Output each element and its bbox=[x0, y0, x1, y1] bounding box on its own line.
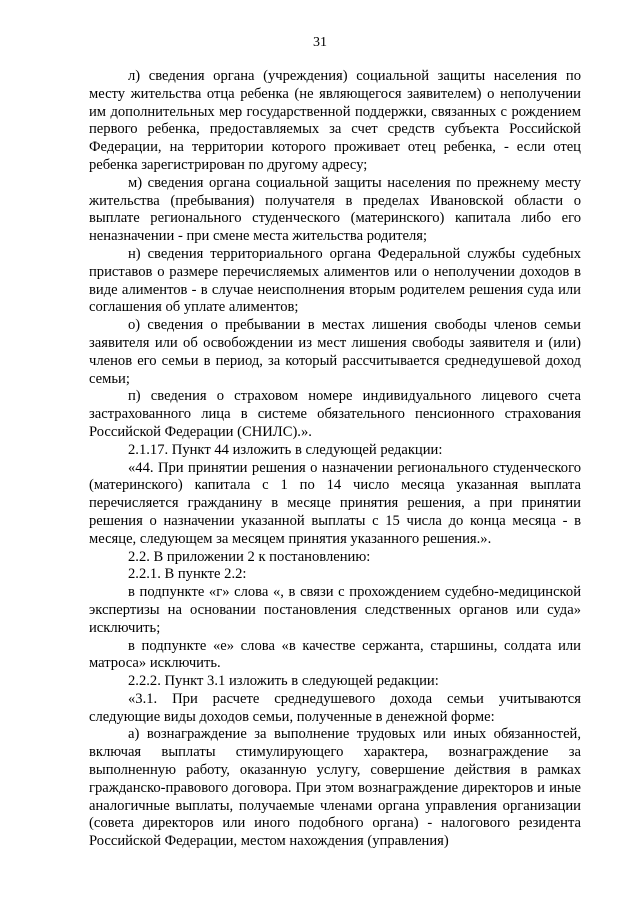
paragraph-subitem-e: в подпункте «е» слова «в качестве сержанта, старшины, солдата или матроса» исключить. bbox=[89, 637, 581, 672]
paragraph-3-1: «3.1. При расчете среднедушевого дохода семьи учитываются следующие виды доходов семьи, полученные в денежной форме: bbox=[89, 690, 581, 725]
paragraph-a: а) вознаграждение за выполнение трудовых или иных обязанностей, включая выплаты стимулирующего характера, вознаграждение за выполненную работу, оказанную услугу, совершение действия в рамках гражданско-правового договора. При этом вознаграждение директоров и иные аналогичные выплаты, получаемые членами органа управления организации (совета директоров или иного подобного органа) - налогового резидента Российской Федерации, местом нахождения (управления) bbox=[89, 726, 581, 850]
paragraph-2-2-1: 2.2.1. В пункте 2.2: bbox=[128, 566, 247, 583]
document-body bbox=[89, 68, 581, 851]
paragraph-p: п) сведения о страховом номере индивидуального лицевого счета застрахованного лица в системе обязательного пенсионного страхования Российской Федерации (СНИЛС).». bbox=[89, 388, 581, 440]
paragraph-2-2: 2.2. В приложении 2 к постановлению: bbox=[128, 548, 371, 565]
paragraph-44: «44. При принятии решения о назначении регионального студенческого (материнского) капитала с 1 по 14 число месяца указанная выплата перечисляется гражданину в месяце принятия решения, а при принятии решения о назначении указанной выплаты с 15 числа до конца месяца - в месяце, следующем за месяцем принятия указанного решения.». bbox=[89, 459, 581, 547]
page-number: 31 bbox=[313, 35, 327, 50]
paragraph-2-1-17: 2.1.17. Пункт 44 изложить в следующей редакции: bbox=[128, 441, 443, 458]
paragraph-l: л) сведения органа (учреждения) социальной защиты населения по месту жительства отца ребенка (не являющегося заявителем) о неполучении им дополнительных мер государственной поддержки, связанных с рождением первого ребенка, предоставляемых за счет средств субъекта Российской Федерации, на территории которого проживает отец ребенка, - если отец ребенка зарегистрирован по другому адресу; bbox=[89, 68, 581, 173]
paragraph-subitem-g: в подпункте «г» слова «, в связи с прохождением судебно-медицинской экспертизы на основании постановления следственных органов или суда» исключить; bbox=[89, 584, 581, 636]
paragraph-n: н) сведения территориального органа Федеральной службы судебных приставов о размере перечисляемых алиментов или о неполучении доходов в виде алиментов - в случае неисполнения вторым родителем решения суда или соглашения об уплате алиментов; bbox=[89, 245, 581, 316]
paragraph-o: о) сведения о пребывании в местах лишения свободы членов семьи заявителя или об освобождении из мест лишения свободы заявителя и (или) членов его семьи в период, за который рассчитывается среднедушевой доход семьи; bbox=[89, 317, 581, 387]
paragraph-m: м) сведения органа социальной защиты населения по прежнему месту жительства (пребывания) получателя в пределах Ивановской области о выплате регионального студенческого (материнского) капитала либо его неназначении - при смене места жительства родителя; bbox=[89, 174, 581, 245]
paragraph-2-2-2: 2.2.2. Пункт 3.1 изложить в следующей редакции: bbox=[128, 673, 439, 690]
